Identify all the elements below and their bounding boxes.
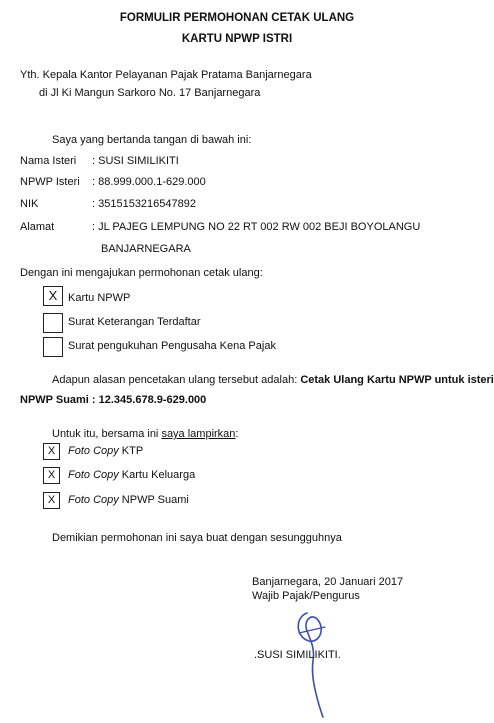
nama-value: : SUSI SIMILIKITI (92, 155, 179, 167)
signature-place-date: Banjarnegara, 20 Januari 2017 (252, 576, 404, 588)
handwritten-signature (285, 605, 365, 720)
alamat-value-line-1: : JL PAJEG LEMPUNG NO 22 RT 002 RW 002 BEJI BOYOLANGU (92, 221, 421, 233)
attach-suffix: : (235, 428, 239, 440)
attachment-italic-npwp-suami: Foto Copy (68, 494, 119, 506)
attachment-label-npwp-suami (68, 494, 189, 507)
reason-line-1 (52, 374, 494, 387)
page-subtitle: KARTU NPWP ISTRI (181, 33, 293, 45)
npwp-label: NPWP Isteri (20, 176, 80, 188)
reason-bold-1: Cetak Ulang Kartu NPWP untuk isteri (300, 374, 494, 386)
option-checkbox-kartu-npwp[interactable]: X (43, 286, 63, 306)
reason-line-2: NPWP Suami : 12.345.678.9-629.000 (20, 394, 207, 406)
attach-underlined: saya lampirkan (161, 428, 236, 440)
attachment-rest-npwp-suami: NPWP Suami (118, 494, 189, 506)
attachment-rest-ktp: KTP (118, 445, 144, 457)
closing-text: Demikian permohonan ini saya buat dengan sesungguhnya (52, 532, 342, 544)
signature-role: Wajib Pajak/Pengurus (252, 590, 360, 602)
option-label-surat-keterangan: Surat Keterangan Terdaftar (68, 316, 201, 328)
alamat-label: Alamat (20, 221, 55, 233)
option-checkbox-surat-keterangan[interactable] (43, 313, 63, 333)
addressee-line-1: Yth. Kepala Kantor Pelayanan Pajak Pratama Banjarnegara (20, 69, 312, 81)
attach-text (52, 428, 238, 441)
option-label-kartu-npwp: Kartu NPWP (68, 292, 131, 304)
attachment-checkbox-ktp[interactable]: X (43, 443, 60, 460)
intro-text: Saya yang bertanda tangan di bawah ini: (52, 134, 252, 146)
signature-name: .SUSI SIMILIKITI. (254, 649, 341, 661)
attachment-italic-kk: Foto Copy (68, 469, 119, 481)
attach-prefix: Untuk itu, bersama ini (52, 428, 162, 440)
attachment-rest-kk: Kartu Keluarga (118, 469, 196, 481)
attachment-label-ktp (68, 445, 143, 458)
attachment-italic-ktp: Foto Copy (68, 445, 119, 457)
request-text: Dengan ini mengajukan permohonan cetak ulang: (20, 267, 263, 279)
addressee-line-2: di Jl Ki Mangun Sarkoro No. 17 Banjarnegara (39, 87, 261, 99)
nama-label: Nama Isteri (20, 155, 77, 167)
npwp-value: : 88.999.000.1-629.000 (92, 176, 206, 188)
option-checkbox-surat-pengukuhan[interactable] (43, 337, 63, 357)
alamat-value-line-2: BANJARNEGARA (101, 243, 191, 255)
attachment-checkbox-kk[interactable]: X (43, 467, 60, 484)
reason-prefix: Adapun alasan pencetakan ulang tersebut adalah: (52, 374, 301, 386)
page-title: FORMULIR PERMOHONAN CETAK ULANG (119, 12, 355, 24)
option-label-surat-pengukuhan: Surat pengukuhan Pengusaha Kena Pajak (68, 340, 276, 352)
attachment-label-kk (68, 469, 195, 482)
attachment-checkbox-npwp-suami[interactable]: X (43, 492, 60, 509)
nik-value: : 3515153216547892 (92, 198, 196, 210)
nik-label: NIK (20, 198, 39, 210)
